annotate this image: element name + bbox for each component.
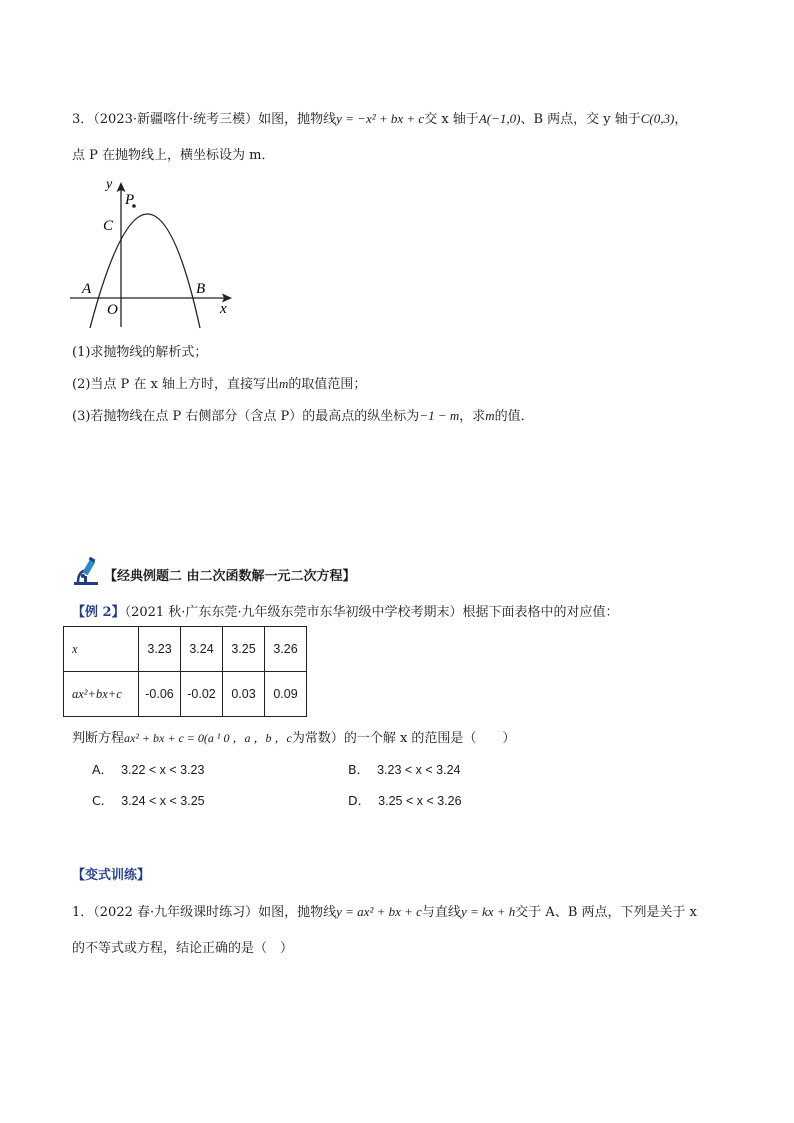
var-m: m <box>279 376 289 391</box>
label-y: y <box>106 177 113 192</box>
table-header-expr: ax²+bx+c <box>64 672 139 717</box>
parabola-graph <box>66 172 238 332</box>
option-text: 3.23 < x < 3.24 <box>377 763 461 777</box>
label-p: P <box>125 192 135 208</box>
microscope-icon <box>70 556 102 588</box>
table-header-x: x <box>64 627 139 672</box>
table-row <box>64 627 307 672</box>
text-segment: ， <box>674 112 688 127</box>
example2-question <box>72 727 515 746</box>
option-d[interactable] <box>348 791 462 809</box>
variant-q1-line2: 的不等式或方程，结论正确的是（ ） <box>72 941 294 956</box>
section-title: 【经典例题二 由二次函数解一元二次方程】 <box>104 569 356 584</box>
text-segment: (3)若抛物线在点 P 右侧部分（含点 P）的最高点的纵坐标为 <box>72 409 420 424</box>
text-segment: (2)当点 P 在 x 轴上方时，直接写出 <box>72 377 280 392</box>
problem3-sub2 <box>72 373 366 392</box>
example2-line <box>72 601 619 620</box>
option-text: 3.22 < x < 3.23 <box>121 763 205 777</box>
option-label: B． <box>348 762 370 777</box>
option-text: 3.24 < x < 3.25 <box>121 794 205 808</box>
table-cell: 3.23 <box>139 627 181 672</box>
option-label: D． <box>348 793 371 808</box>
expr-minus-one-minus-m: −1 − m <box>419 408 460 423</box>
option-label: A． <box>92 762 114 777</box>
text-segment: 为常数）的一个解 x 的范围是（ ） <box>291 731 516 746</box>
problem3-line2: 点 P 在抛物线上，横坐标设为 m． <box>72 148 275 163</box>
problem3-sub3 <box>72 405 534 424</box>
table-cell: 0.09 <box>265 672 307 717</box>
text-segment: 判断方程 <box>72 731 125 746</box>
option-label: C． <box>92 793 114 808</box>
variant-q1-line1 <box>72 901 697 920</box>
parabola-equation: y = −x² + bx + c <box>336 111 425 126</box>
label-x: x <box>220 301 227 317</box>
point-c-coords: C(0,3) <box>640 111 675 126</box>
table-cell: 3.25 <box>223 627 265 672</box>
example2-source: （2021 秋·广东东莞·九年级东莞市东华初级中学校考期末）根据下面表格中的对应值： <box>124 605 619 620</box>
text-segment: 、B 两点，交 y 轴于 <box>520 112 641 127</box>
equation: ax² + bx + c = 0(a ¹ 0 ，a ，b ，c <box>124 731 292 745</box>
option-b[interactable] <box>348 760 460 778</box>
line-equation: y = kx + h <box>460 904 516 919</box>
point-a-coords: A(−1,0) <box>478 111 521 126</box>
label-a: A <box>82 281 92 297</box>
values-table <box>63 626 307 717</box>
problem3-source: 3．（2023·新疆喀什·统考三模）如图，抛物线 <box>72 112 337 127</box>
label-o: O <box>107 302 118 318</box>
parabola-equation: y = ax² + bx + c <box>336 904 422 919</box>
text-segment: 的取值范围； <box>288 377 367 392</box>
table-cell: 3.26 <box>265 627 307 672</box>
text-segment: 交 x 轴于 <box>424 112 479 127</box>
text-segment: 1．（2022 春·九年级课时练习）如图，抛物线 <box>72 905 337 920</box>
text-segment: ，求 <box>459 409 486 424</box>
label-b: B <box>196 281 206 297</box>
option-text: 3.25 < x < 3.26 <box>378 794 462 808</box>
option-c[interactable] <box>92 791 205 809</box>
table-cell: 3.24 <box>181 627 223 672</box>
var-m: m <box>485 408 495 423</box>
problem3-line1 <box>72 108 687 127</box>
table-row <box>64 672 307 717</box>
label-c: C <box>103 218 114 234</box>
table-cell: -0.06 <box>139 672 181 717</box>
text-segment: 交于 A、B 两点，下列是关于 x <box>515 905 697 920</box>
table-cell: 0.03 <box>223 672 265 717</box>
problem3-sub1: (1)求抛物线的解析式； <box>72 345 208 360</box>
option-a[interactable] <box>92 760 204 778</box>
example-tag: 【例 2】 <box>72 605 125 620</box>
text-segment: 的值． <box>494 409 534 424</box>
table-cell: -0.02 <box>181 672 223 717</box>
text-segment: 与直线 <box>421 905 461 920</box>
variant-title: 【变式训练】 <box>72 868 151 883</box>
